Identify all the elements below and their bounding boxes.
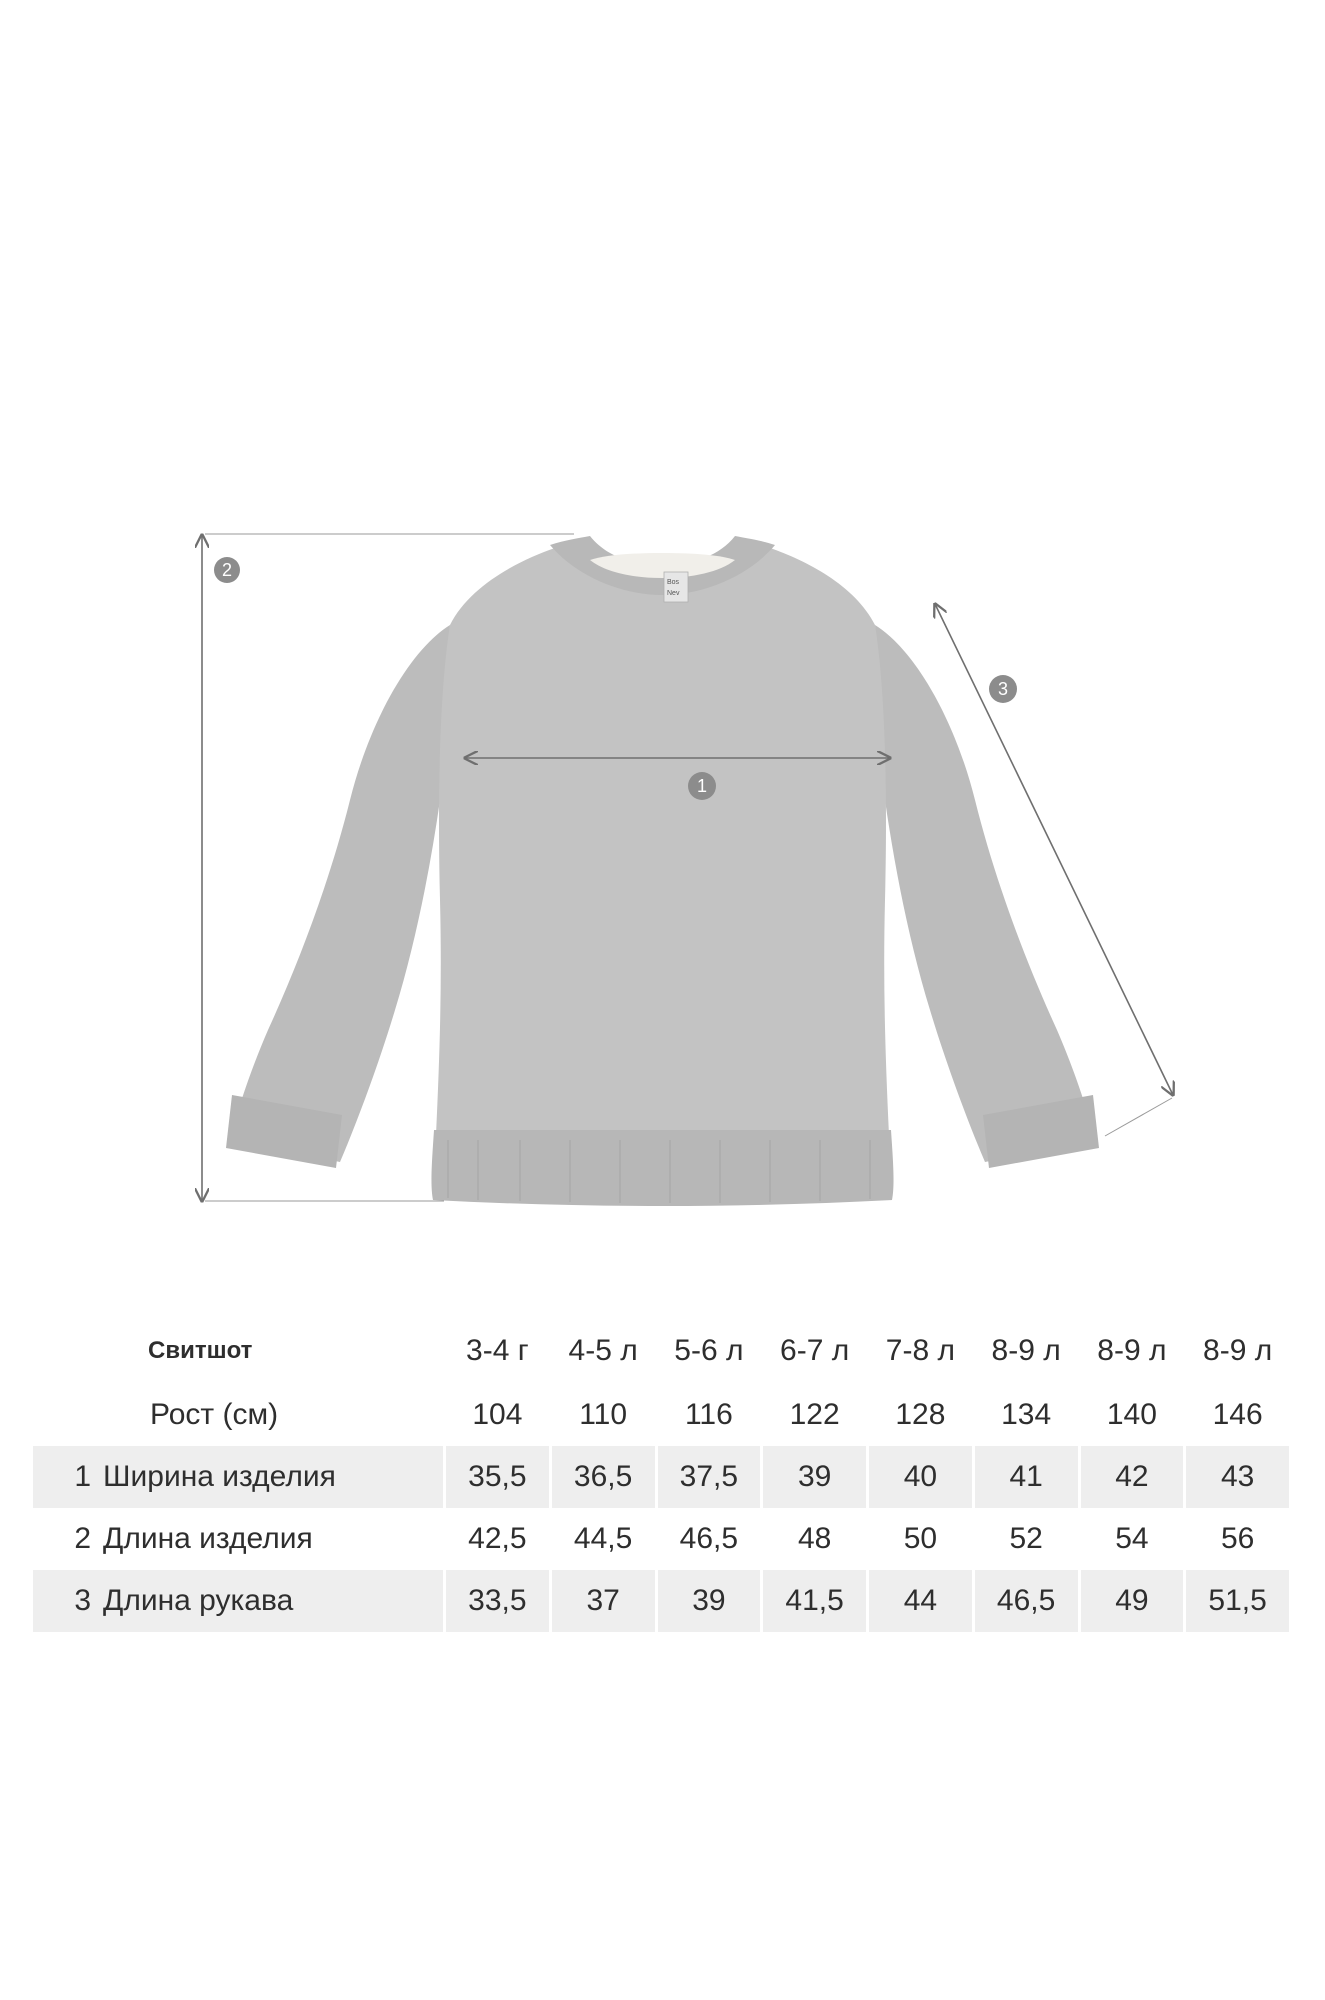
value-cell: 33,5 [446, 1570, 549, 1632]
value-cell: 37 [552, 1570, 655, 1632]
row-label [33, 1508, 443, 1570]
value-cell: 35,5 [446, 1446, 549, 1508]
size-table [30, 1318, 1292, 1632]
row-number: 3 [74, 1584, 91, 1617]
sweatshirt-illustration [226, 536, 1099, 1206]
row-number: 1 [74, 1460, 91, 1493]
value-cell: 42,5 [468, 1522, 527, 1555]
row-name: Длина изделия [103, 1522, 313, 1555]
growth-cell: 146 [1212, 1398, 1263, 1431]
value-cell: 42 [1081, 1446, 1184, 1508]
growth-cell: 104 [472, 1398, 523, 1431]
size-cell: 8-9 л [1097, 1334, 1167, 1367]
table-title: Свитшот [148, 1337, 253, 1364]
table-row-length [33, 1508, 1289, 1570]
value-cell: 46,5 [975, 1570, 1078, 1632]
row-label [33, 1446, 443, 1508]
garment-label-line-1: Bos [667, 579, 680, 586]
size-cell: 7-8 л [885, 1334, 955, 1367]
value-cell: 41,5 [763, 1570, 866, 1632]
value-cell: 51,5 [1186, 1570, 1289, 1632]
value-cell: 41 [975, 1446, 1078, 1508]
row-name: Ширина изделия [103, 1460, 336, 1493]
growth-cell: 110 [579, 1398, 628, 1431]
growth-row [33, 1384, 1289, 1446]
svg-text:3: 3 [997, 679, 1009, 699]
garment-label-line-2: Nev [667, 590, 680, 597]
value-cell: 54 [1115, 1522, 1149, 1555]
value-cell: 39 [658, 1570, 761, 1632]
table-row-sleeve [33, 1570, 1289, 1632]
size-cell: 8-9 л [991, 1334, 1061, 1367]
value-cell: 44 [869, 1570, 972, 1632]
value-cell: 48 [797, 1522, 832, 1555]
size-header-row [33, 1318, 1289, 1384]
value-cell: 52 [1009, 1522, 1043, 1555]
svg-text:2: 2 [221, 560, 233, 580]
growth-cell: 122 [789, 1398, 840, 1431]
size-cell: 6-7 л [780, 1334, 850, 1367]
size-cell: 8-9 л [1203, 1334, 1273, 1367]
value-cell: 39 [763, 1446, 866, 1508]
table-row-width [33, 1446, 1289, 1508]
size-cell: 5-6 л [674, 1334, 744, 1367]
growth-cell: 140 [1106, 1398, 1157, 1431]
growth-cell: 116 [684, 1398, 733, 1431]
value-cell: 37,5 [658, 1446, 761, 1508]
growth-cell: 128 [895, 1398, 946, 1431]
value-cell: 56 [1220, 1522, 1255, 1555]
row-name: Длина рукава [103, 1584, 294, 1617]
value-cell: 50 [903, 1522, 938, 1555]
size-cell: 4-5 л [568, 1334, 638, 1367]
row-label [33, 1570, 443, 1632]
growth-label: Рост (см) [150, 1398, 279, 1431]
value-cell: 46,5 [679, 1522, 739, 1555]
svg-text:1: 1 [696, 776, 708, 796]
value-cell: 44,5 [573, 1522, 633, 1555]
size-cell: 3-4 г [466, 1334, 529, 1367]
value-cell: 43 [1186, 1446, 1289, 1508]
growth-cell: 134 [1001, 1398, 1052, 1431]
value-cell: 40 [869, 1446, 972, 1508]
row-number: 2 [74, 1522, 91, 1555]
value-cell: 36,5 [552, 1446, 655, 1508]
value-cell: 49 [1081, 1570, 1184, 1632]
